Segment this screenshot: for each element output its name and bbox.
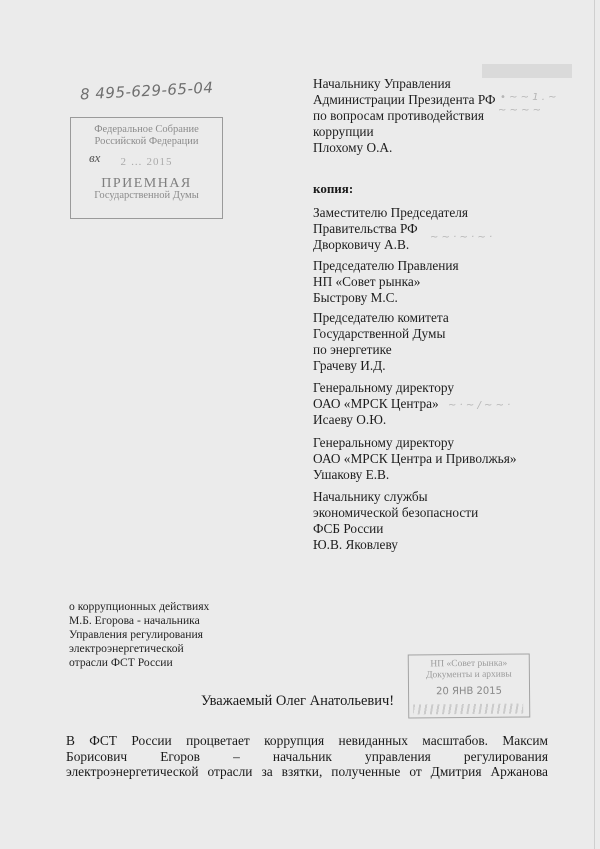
copy-line: ОАО «МРСК Центра» (313, 396, 439, 411)
recipient-line: Администрации Президента РФ (313, 92, 496, 107)
handwritten-registration-mark: ~ ~ ~ ~ (498, 105, 542, 116)
copy-line: Грачеву И.Д. (313, 358, 386, 373)
subject-line: отрасли ФСТ России (69, 656, 173, 669)
recipient-block (313, 76, 496, 156)
handwritten-phone: 8 495-629-65-04 (79, 78, 214, 104)
copy-line: Ушакову Е.В. (313, 467, 390, 482)
page-edge-line (594, 0, 595, 849)
recipient-line: Начальнику Управления (313, 76, 451, 91)
copy-line: Председателю комитета (313, 310, 449, 325)
np-registration-stamp (408, 653, 531, 718)
recipient-line: коррупции (313, 124, 374, 139)
copy-line: Генеральному директору (313, 435, 454, 450)
subject-block (69, 600, 209, 670)
letter-body (66, 733, 548, 780)
subject-line: о коррупционных действиях (69, 600, 210, 613)
copy-line: НП «Совет рынка» (313, 274, 421, 289)
stamp-line: Документы и архивы (426, 669, 512, 681)
copy-line: экономической безопасности (313, 505, 479, 520)
stamp-line: Федеральное Собрание (94, 124, 199, 135)
body-line: Борисович Егоров – начальник управления регулирования (66, 748, 548, 764)
recipient-line: Плохому О.А. (313, 140, 393, 155)
copy-label: копия: (313, 181, 354, 196)
handwritten-registration-mark: ~ ~ · ~ · ~ · (430, 232, 493, 243)
duma-reception-stamp (70, 117, 223, 219)
copy-recipient-5 (313, 435, 517, 483)
copy-recipient-2 (313, 258, 459, 306)
copy-line: ОАО «МРСК Центра и Приволжья» (313, 451, 517, 466)
copy-line: Государственной Думы (313, 326, 446, 341)
copy-line: Ю.В. Яковлеву (313, 537, 398, 552)
greeting: Уважаемый Олег Анатольевич! (201, 693, 395, 709)
copy-line: Начальнику службы (313, 489, 428, 504)
copy-line: Правительства РФ (313, 221, 418, 236)
handwritten-registration-mark: • ~ ~ 1 . ~ (500, 92, 557, 103)
body-line: В ФСТ России процветает коррупция невиданных масштабов. Максим (66, 733, 548, 748)
copy-line: Быстрову М.С. (313, 290, 398, 305)
stamp-signature-scribble (413, 704, 523, 715)
stamp-line: НП «Совет рынка» (430, 658, 508, 670)
copy-line: Генеральному директору (313, 380, 454, 395)
copy-recipient-1 (313, 205, 468, 253)
copy-recipient-3 (313, 310, 449, 374)
recipient-line: по вопросам противодействия (313, 108, 484, 123)
copy-line: ФСБ России (313, 521, 384, 536)
copy-line: Исаеву О.Ю. (313, 412, 387, 427)
body-line: электроэнергетической отрасли за взятки, полученные от Дмитрия Аржанова (66, 764, 548, 779)
copy-recipient-6 (313, 489, 478, 553)
subject-line: электроэнергетической (69, 642, 184, 655)
stamp-line: Российской Федерации (94, 136, 199, 147)
handwritten-registration-mark (482, 64, 572, 78)
copy-line: Дворковичу А.В. (313, 237, 410, 252)
copy-recipient-4 (313, 380, 454, 428)
copy-line: Заместителю Председателя (313, 205, 468, 220)
stamp-handwritten-mark: вх (89, 150, 101, 165)
subject-line: М.Б. Егорова - начальника (69, 614, 200, 627)
subject-line: Управления регулирования (69, 628, 204, 641)
stamp-date: 20 ЯНВ 2015 (436, 685, 503, 698)
stamp-title: ПРИЕМНАЯ (101, 176, 192, 191)
copy-line: по энергетике (313, 342, 392, 357)
handwritten-registration-mark: ~ · ~ / ~ ~ · (448, 400, 511, 411)
stamp-line: Государственной Думы (94, 190, 199, 201)
stamp-date: 2 … 2015 (120, 156, 173, 168)
copy-line: Председателю Правления (313, 258, 459, 273)
